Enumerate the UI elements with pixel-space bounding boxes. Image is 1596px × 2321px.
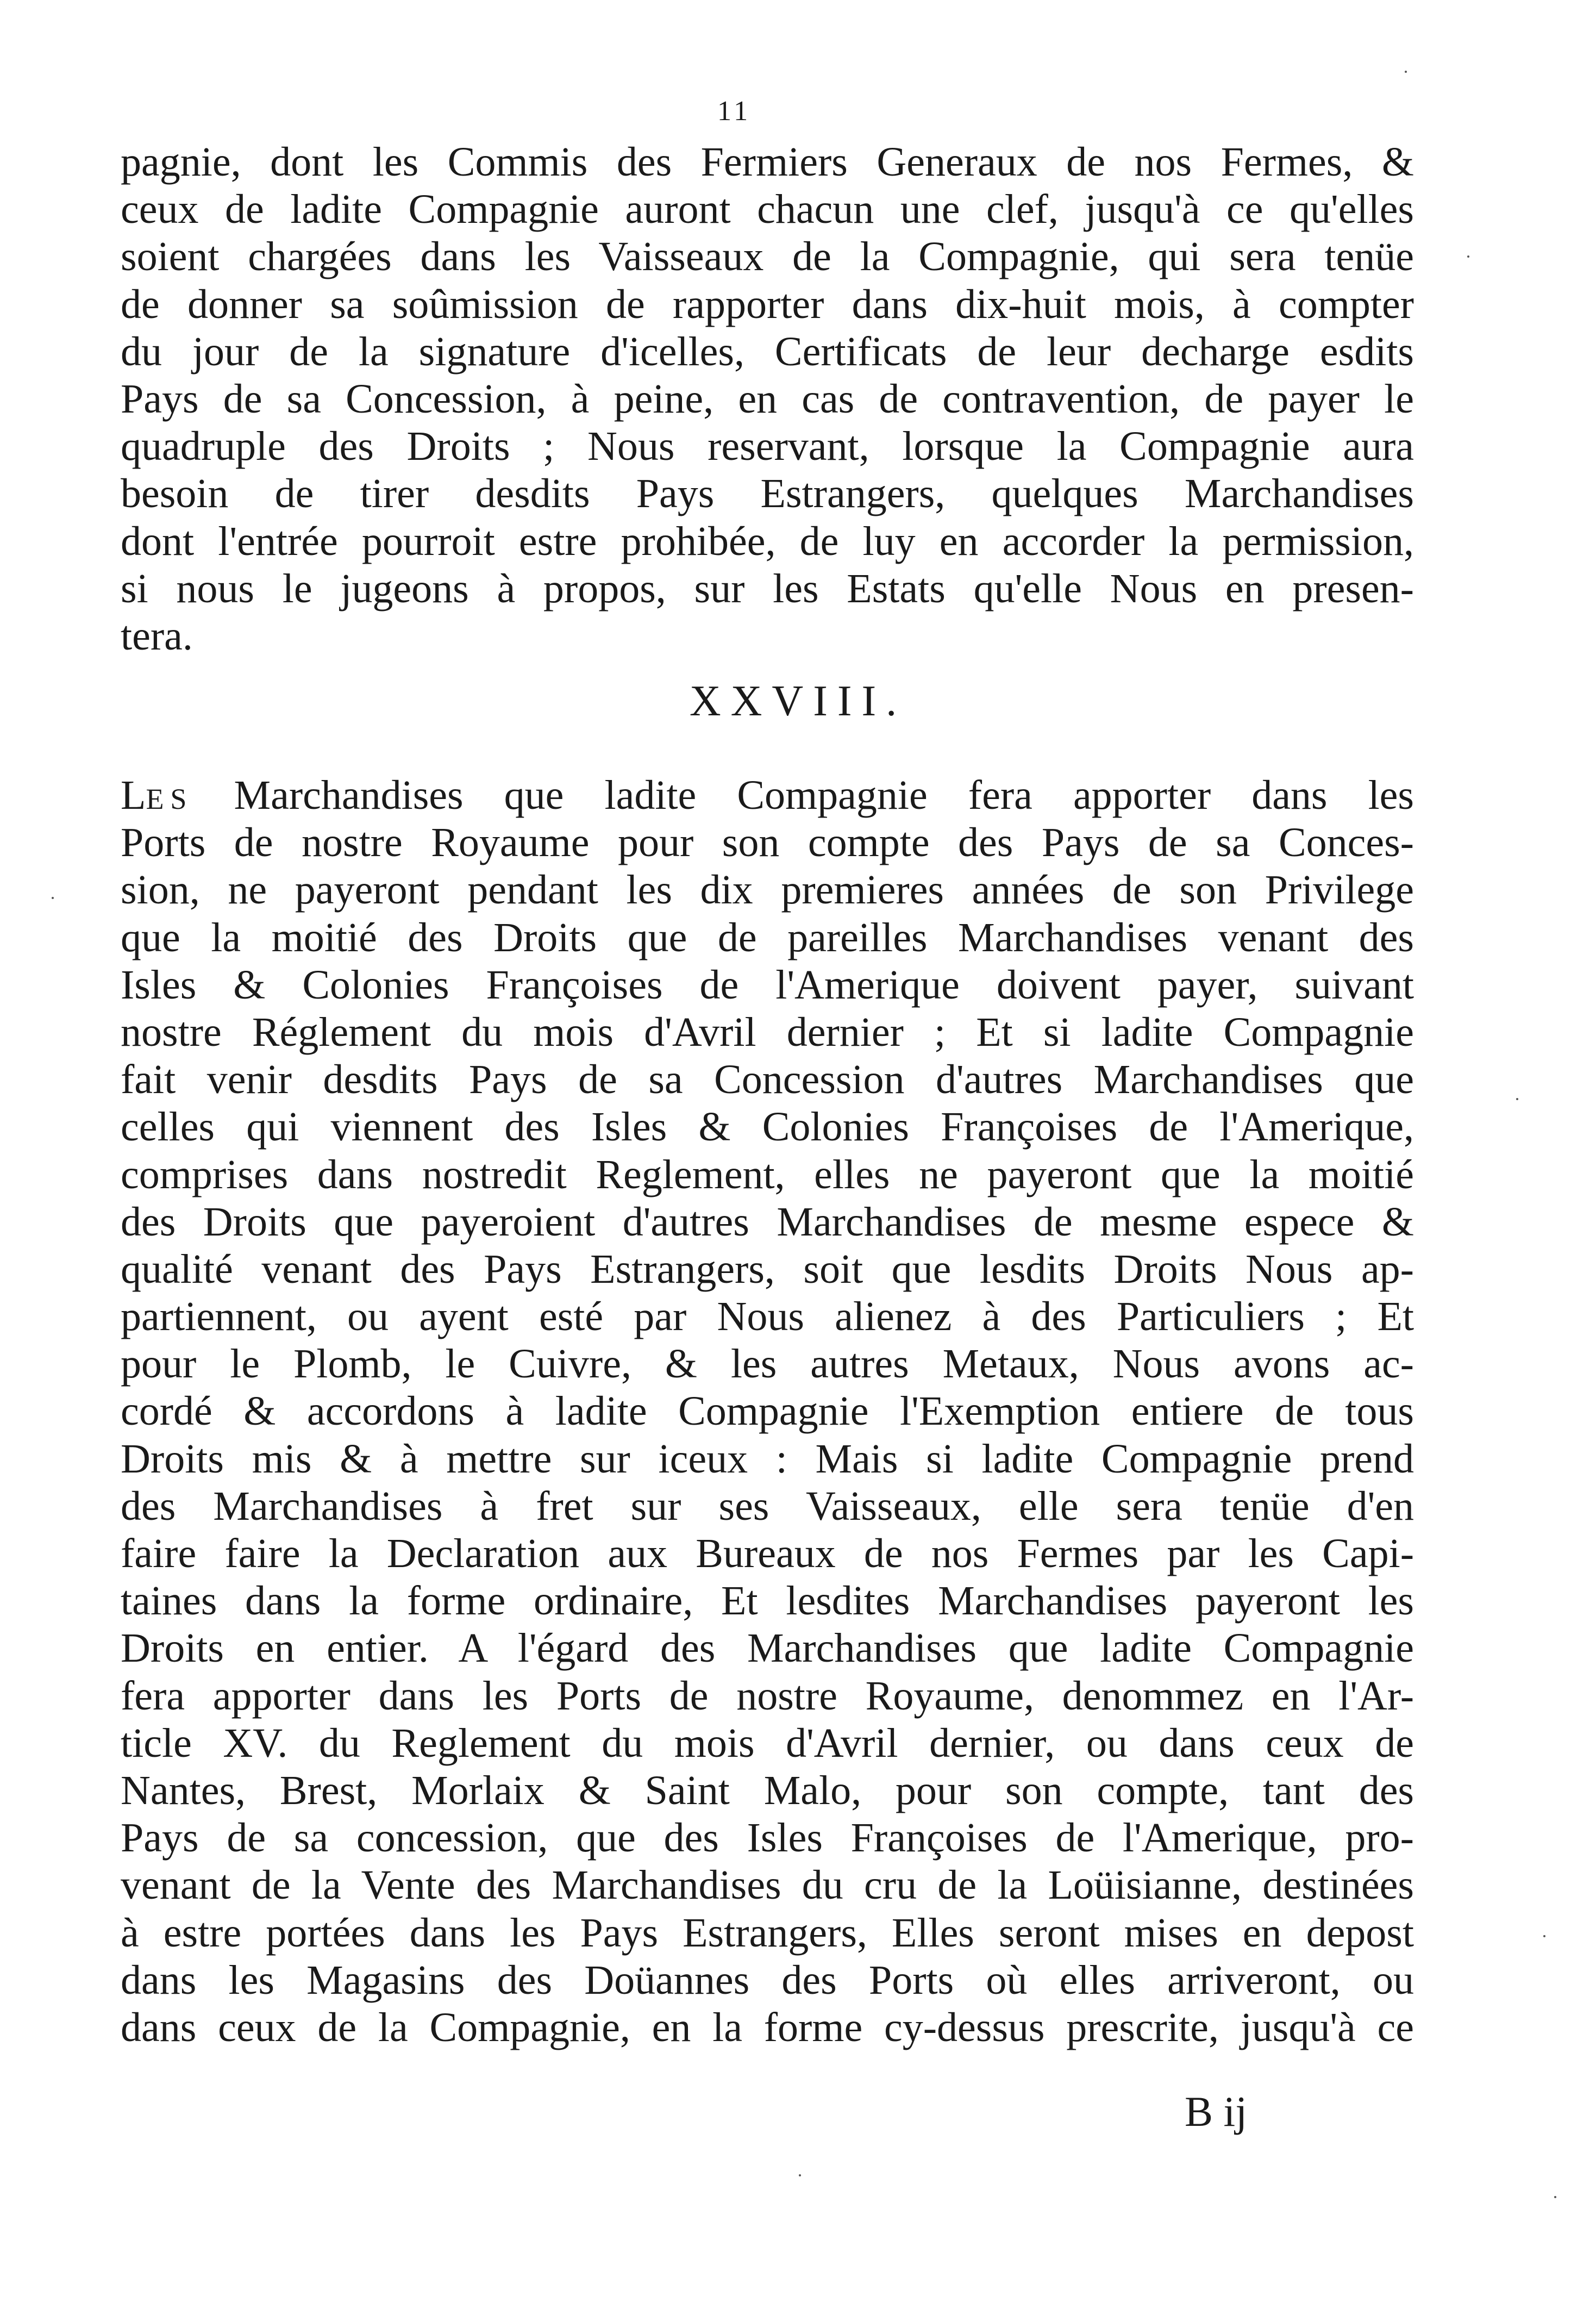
text-line: faire faire la Declaration aux Bureaux de nos Fermes par les Capi- <box>121 1531 1414 1576</box>
text-line: si nous le jugeons à propos, sur les Estats qu'elle Nous en presen- <box>121 565 1414 612</box>
text-line: tera. <box>121 613 193 659</box>
text-line: Droits en entier. A l'égard des Marchandises que ladite Compagnie <box>121 1625 1414 1671</box>
text-line: Ports de nostre Royaume pour son compte des Pays de sa Conces- <box>121 820 1414 866</box>
text-line: Nantes, Brest, Morlaix & Saint Malo, pour son compte, tant des <box>121 1767 1414 1813</box>
text-line: dont l'entrée pourroit estre prohibée, de luy en accorder la permission, <box>121 518 1414 564</box>
text-line: à estre portées dans les Pays Estrangers, Elles seront mises en depost <box>121 1910 1414 1956</box>
paragraph-article <box>121 772 1414 2051</box>
text-line: dans les Magasins des Doüannes des Ports où elles arriveront, ou <box>121 1957 1414 2003</box>
text-line: comprises dans nostredit Reglement, elles ne payeront que la moitié <box>121 1151 1414 1197</box>
first-line-text: Marchandises que ladite Compagnie fera apporter dans les <box>193 772 1414 818</box>
text-line: partiennent, ou ayent esté par Nous alienez à des Particuliers ; Et <box>121 1294 1414 1340</box>
text-line: de donner sa soûmission de rapporter dans dix-huit mois, à compter <box>121 281 1414 327</box>
text-line: soient chargées dans les Vaisseaux de la Compagnie, qui sera tenüe <box>121 234 1414 280</box>
text-line: Isles & Colonies Françoises de l'Amerique doivent payer, suivant <box>121 962 1414 1008</box>
text-line: qualité venant des Pays Estrangers, soit que lesdits Droits Nous ap- <box>121 1246 1414 1292</box>
text-line: cordé & accordons à ladite Compagnie l'Exemption entiere de tous <box>121 1388 1414 1434</box>
text-line: sion, ne payeront pendant les dix premieres années de son Privilege <box>121 867 1414 913</box>
text-line: des Marchandises à fret sur ses Vaisseaux, elle sera tenüe d'en <box>121 1483 1414 1529</box>
text-line: quadruple des Droits ; Nous reservant, lorsque la Compagnie aura <box>121 423 1414 470</box>
text-line: ticle XV. du Reglement du mois d'Avril dernier, ou dans ceux de <box>121 1720 1414 1766</box>
text-line: Pays de sa concession, que des Isles Françoises de l'Amerique, pro- <box>121 1815 1414 1861</box>
text-line: nostre Réglement du mois d'Avril dernier ; Et si ladite Compagnie <box>121 1009 1414 1055</box>
text-line: Pays de sa Concession, à peine, en cas de contravention, de payer le <box>121 376 1414 422</box>
text-line: Droits mis & à mettre sur iceux : Mais si ladite Compagnie prend <box>121 1436 1414 1482</box>
paper-speck <box>1543 1935 1545 1937</box>
text-line: celles qui viennent des Isles & Colonies Françoises de l'Amerique, <box>121 1104 1414 1150</box>
text-line: fait venir desdits Pays de sa Concession d'autres Marchandises que <box>121 1057 1414 1103</box>
text-line: du jour de la signature d'icelles, Certificats de leur decharge esdits <box>121 328 1414 375</box>
paper-speck <box>1554 2196 1556 2198</box>
text-line-first <box>121 772 1414 819</box>
text-line: venant de la Vente des Marchandises du cru de la Loüisianne, destinées <box>121 1862 1414 1908</box>
text-line: pour le Plomb, le Cuivre, & les autres Metaux, Nous avons ac- <box>121 1341 1414 1387</box>
page-number: 11 <box>717 96 752 127</box>
text-line: des Droits que payeroient d'autres Marchandises de mesme espece & <box>121 1199 1414 1245</box>
paragraph-continued <box>121 139 1414 660</box>
initial-letter: L <box>121 772 146 818</box>
text-line: fera apporter dans les Ports de nostre Royaume, denommez en l'Ar- <box>121 1673 1414 1719</box>
text-line: pagnie, dont les Commis des Fermiers Generaux de nos Fermes, & <box>121 139 1414 185</box>
text-line: que la moitié des Droits que de pareilles Marchandises venant des <box>121 914 1414 960</box>
signature-mark: B ij <box>1185 2088 1247 2135</box>
paper-speck <box>799 2174 801 2176</box>
paper-speck <box>1405 71 1407 73</box>
paper-speck <box>52 897 54 899</box>
text-line: ceux de ladite Compagnie auront chacun une clef, jusqu'à ce qu'elles <box>121 186 1414 233</box>
text-line: taines dans la forme ordinaire, Et lesdites Marchandises payeront les <box>121 1578 1414 1624</box>
text-line: dans ceux de la Compagnie, en la forme cy-dessus prescrite, jusqu'à ce <box>121 2004 1414 2050</box>
text-line: besoin de tirer desdits Pays Estrangers, quelques Marchandises <box>121 471 1414 517</box>
paper-speck <box>1467 255 1469 258</box>
paper-speck <box>1516 1098 1518 1100</box>
initial-caps: ES <box>146 783 193 815</box>
article-heading: XXVIII. <box>689 677 907 725</box>
